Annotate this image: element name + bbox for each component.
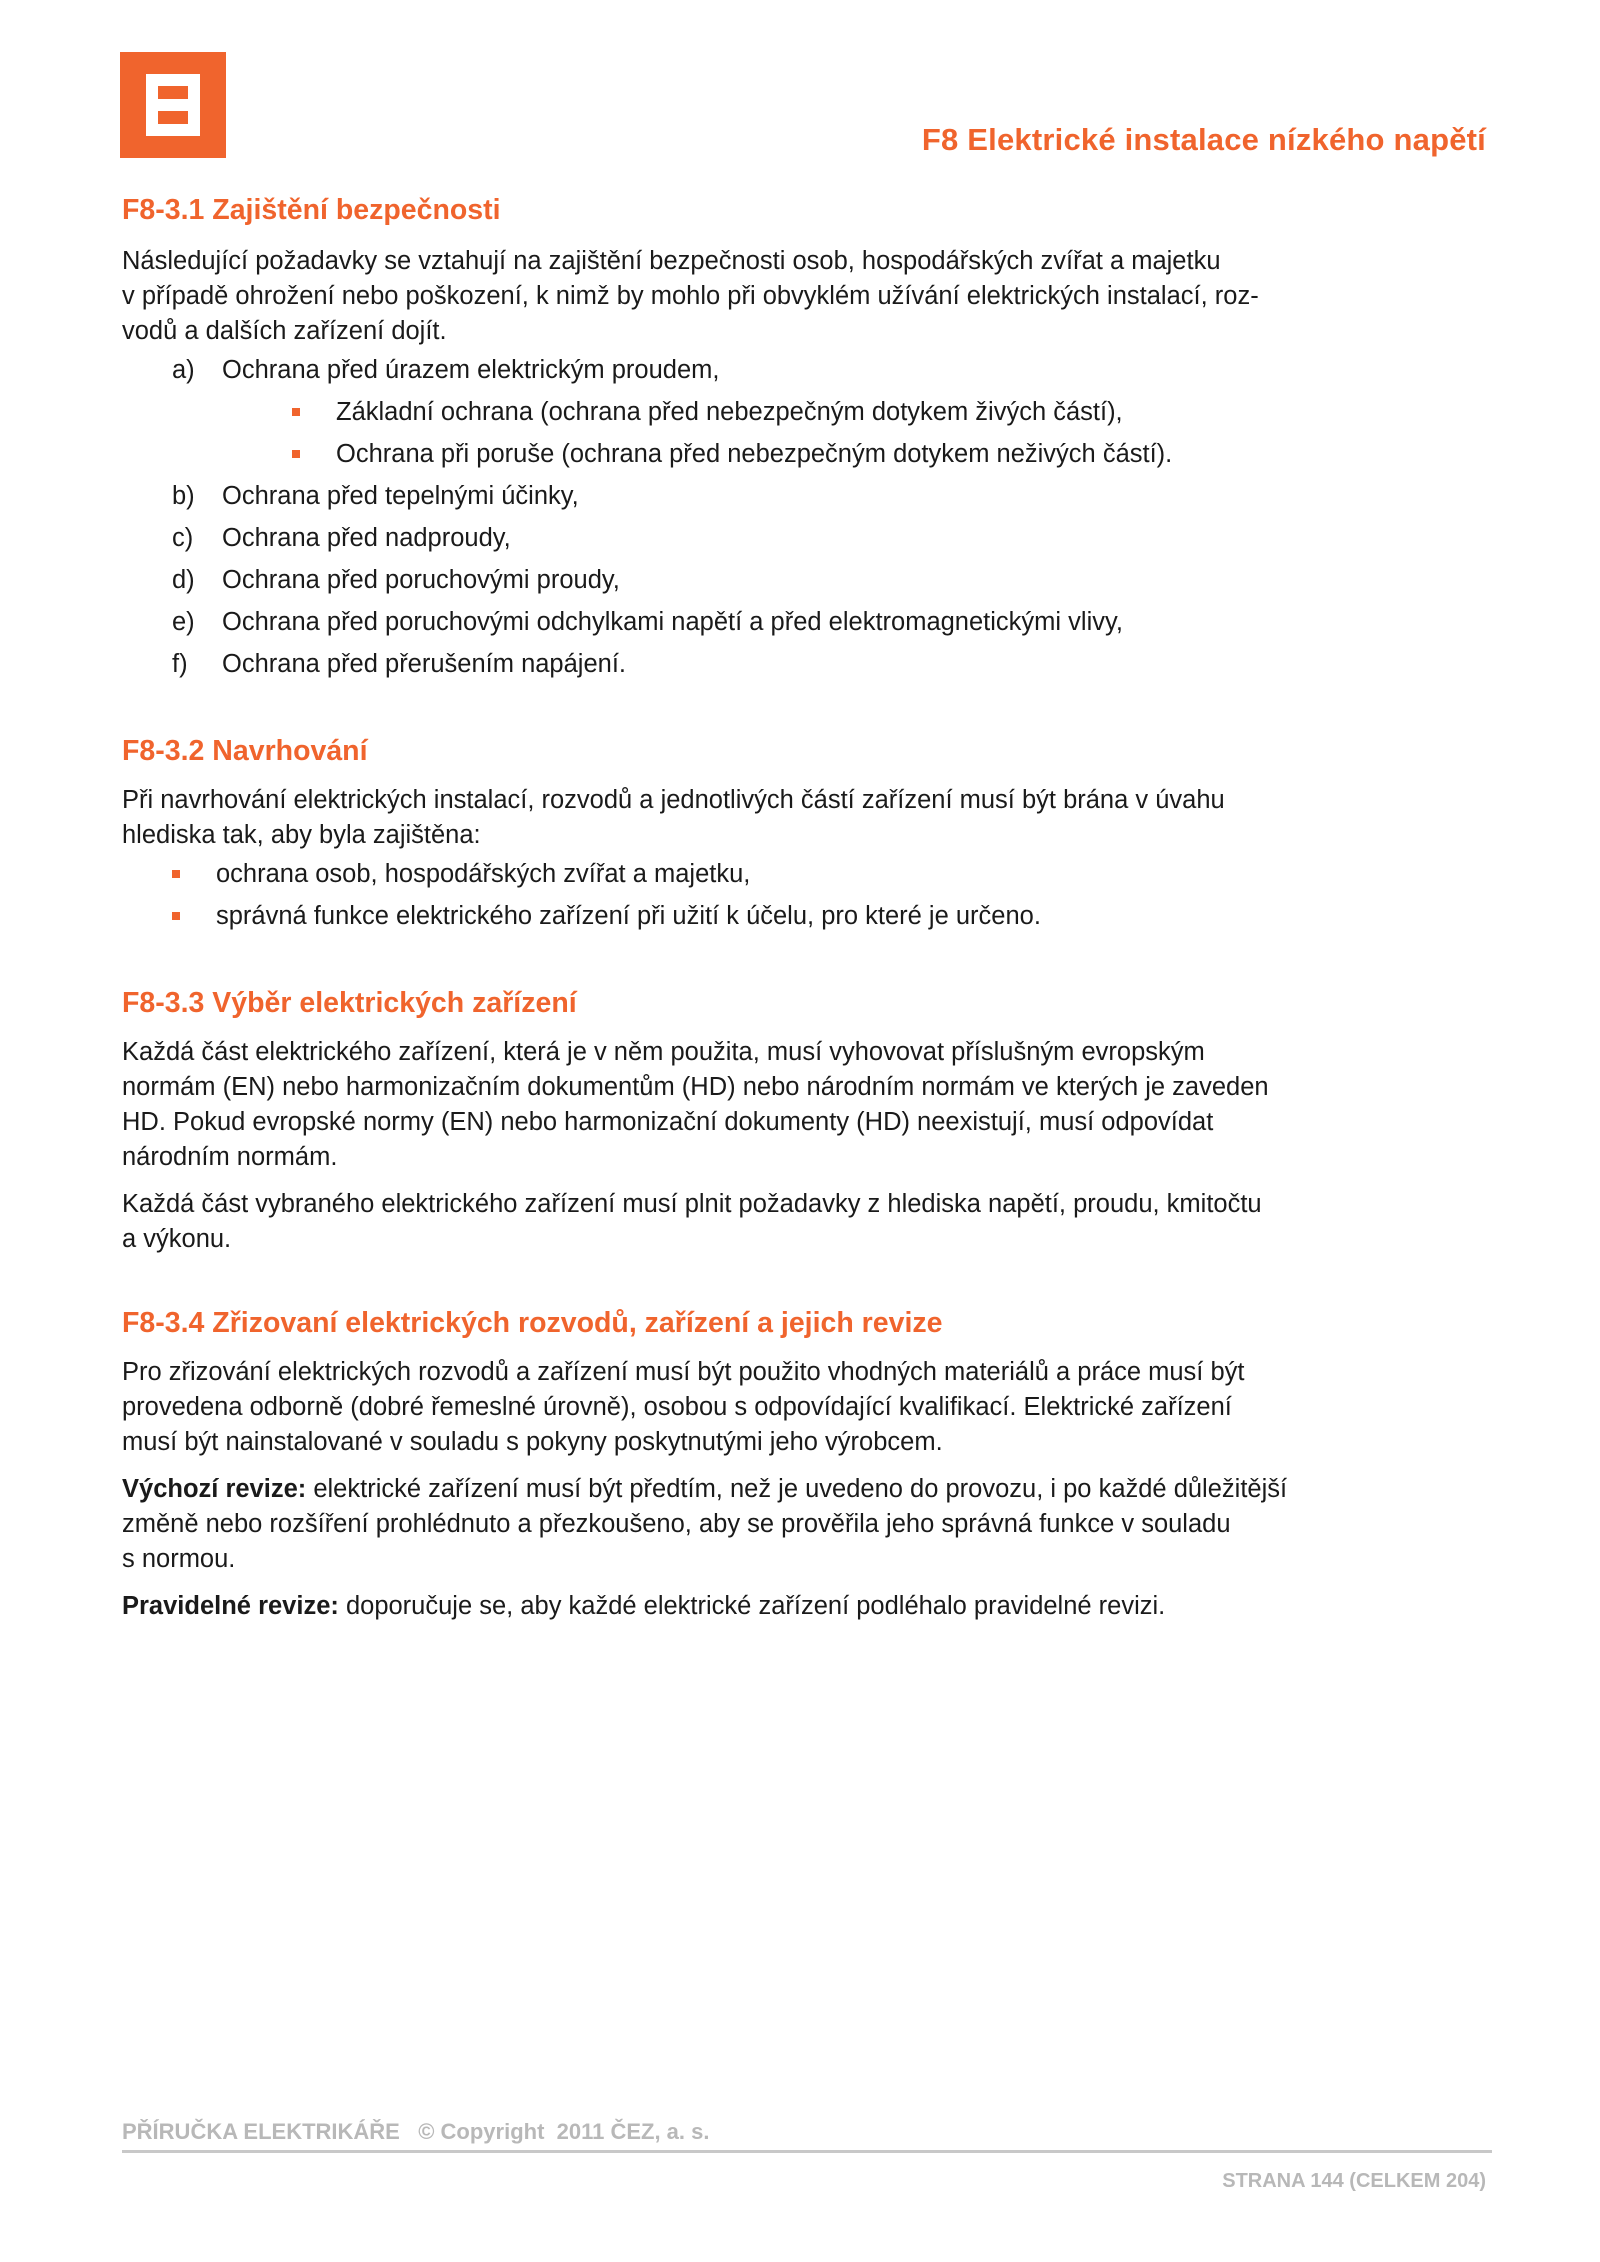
section-intro-f8-3-2 <box>122 783 1492 853</box>
list-item-text: Ochrana před úrazem elektrickým proudem, <box>222 355 720 384</box>
list-letter: e) <box>172 607 195 636</box>
pravidelne-revize-label: Pravidelné revize: <box>122 1592 339 1620</box>
list-item <box>122 349 1492 391</box>
text-line: Každá část vybraného elektrického zařízení musí plnit požadavky z hlediska napětí, proudu, kmitočtu <box>122 1190 1262 1218</box>
text-line: a výkonu. <box>122 1225 232 1253</box>
footer-divider <box>122 2150 1492 2153</box>
section-para-f8-3-3-1 <box>122 1035 1492 1175</box>
text-line: vodů a dalších zařízení dojít. <box>122 317 447 345</box>
text-line: Pro zřizování elektrických rozvodů a zařízení musí být použito vhodných materiálů a práce musí být <box>122 1358 1245 1386</box>
list-item-text: Ochrana při poruše (ochrana před nebezpečným dotykem neživých částí). <box>336 439 1173 468</box>
section-para-f8-3-4-1 <box>122 1355 1492 1460</box>
text-line: změně nebo rozšíření prohlédnuto a přezkoušeno, aby se prověřila jeho správná funkce v souladu <box>122 1510 1231 1538</box>
vychozi-revize-label: Výchozí revize: <box>122 1475 307 1503</box>
square-bullet-icon <box>172 912 180 920</box>
list-item-text: Ochrana před přerušením napájení. <box>222 649 626 678</box>
list-item <box>122 853 1492 895</box>
section-heading-f8-3-3: F8-3.3 Výběr elektrických zařízení <box>122 987 577 1019</box>
list-item-text: správná funkce elektrického zařízení při užití k účelu, pro které je určeno. <box>216 901 1041 930</box>
list-item-text: ochrana osob, hospodářských zvířat a majetku, <box>216 859 751 888</box>
list-item-text: Ochrana před nadproudy, <box>222 523 511 552</box>
section-para-vychozi-revize <box>122 1472 1492 1577</box>
section-intro-f8-3-1 <box>122 244 1492 349</box>
square-bullet-icon <box>292 408 300 416</box>
list-letter: a) <box>172 355 195 384</box>
text-line: HD. Pokud evropské normy (EN) nebo harmonizační dokumenty (HD) neexistují, musí odpovídat <box>122 1108 1214 1136</box>
text-line: Každá část elektrického zařízení, která je v něm použita, musí vyhovovat příslušným evropským <box>122 1038 1205 1066</box>
section-heading-f8-3-2: F8-3.2 Navrhování <box>122 735 368 767</box>
list-letter: b) <box>172 481 195 510</box>
text-line: Následující požadavky se vztahují na zajištění bezpečnosti osob, hospodářských zvířat a majetku <box>122 247 1221 275</box>
list-item <box>122 391 1492 433</box>
list-item <box>122 559 1492 601</box>
list-letter: c) <box>172 523 194 552</box>
list-letter: d) <box>172 565 195 594</box>
list-item <box>122 433 1492 475</box>
design-bullets <box>122 853 1492 937</box>
list-item <box>122 895 1492 937</box>
list-letter: f) <box>172 649 188 678</box>
list-item <box>122 517 1492 559</box>
text-line: musí být nainstalované v souladu s pokyny poskytnutými jeho výrobcem. <box>122 1428 943 1456</box>
list-item-text: Ochrana před tepelnými účinky, <box>222 481 579 510</box>
footer-copyright: PŘÍRUČKA ELEKTRIKÁŘE © Copyright 2011 ČEZ, a. s. <box>122 2119 710 2144</box>
list-item-text: Ochrana před poruchovými odchylkami napětí a před elektromagnetickými vlivy, <box>222 607 1123 636</box>
section-heading-f8-3-1: F8-3.1 Zajištění bezpečnosti <box>122 194 501 226</box>
square-bullet-icon <box>292 450 300 458</box>
square-bullet-icon <box>172 870 180 878</box>
text-line: elektrické zařízení musí být předtím, než je uvedeno do provozu, i po každé důležitější <box>306 1475 1288 1503</box>
list-item <box>122 475 1492 517</box>
text-line: provedena odborně (dobré řemeslné úrovně), osobou s odpovídající kvalifikací. Elektrické zařízení <box>122 1393 1232 1421</box>
list-item-text: Základní ochrana (ochrana před nebezpečným dotykem živých částí), <box>336 397 1123 426</box>
protection-sublist <box>122 391 1492 475</box>
section-para-f8-3-3-2 <box>122 1187 1492 1257</box>
list-item <box>122 601 1492 643</box>
protection-list <box>122 349 1492 391</box>
footer-page-number: STRANA 144 (CELKEM 204) <box>1222 2170 1486 2192</box>
text-line: normám (EN) nebo harmonizačním dokumentům (HD) nebo národním normám ve kterých je zaveden <box>122 1073 1269 1101</box>
text-line: doporučuje se, aby každé elektrické zařízení podléhalo pravidelné revizi. <box>338 1592 1166 1620</box>
section-heading-f8-3-4: F8-3.4 Zřizovaní elektrických rozvodů, zařízení a jejich revize <box>122 1307 943 1339</box>
list-item-text: Ochrana před poruchovými proudy, <box>222 565 620 594</box>
chapter-title: F8 Elektrické instalace nízkého napětí <box>921 122 1486 157</box>
text-line: Při navrhování elektrických instalací, rozvodů a jednotlivých částí zařízení musí být brána v úvahu <box>122 786 1225 814</box>
section-para-pravidelne-revize <box>122 1589 1492 1624</box>
protection-list-continued <box>122 475 1492 685</box>
text-line: národním normám. <box>122 1143 338 1171</box>
text-line: hlediska tak, aby byla zajištěna: <box>122 821 481 849</box>
text-line: v případě ohrožení nebo poškození, k nimž by mohlo při obvyklém užívání elektrických instalací, roz- <box>122 282 1259 310</box>
cez-logo-icon <box>120 52 226 158</box>
document-body <box>122 190 1492 1624</box>
list-item <box>122 643 1492 685</box>
text-line: s normou. <box>122 1545 236 1573</box>
